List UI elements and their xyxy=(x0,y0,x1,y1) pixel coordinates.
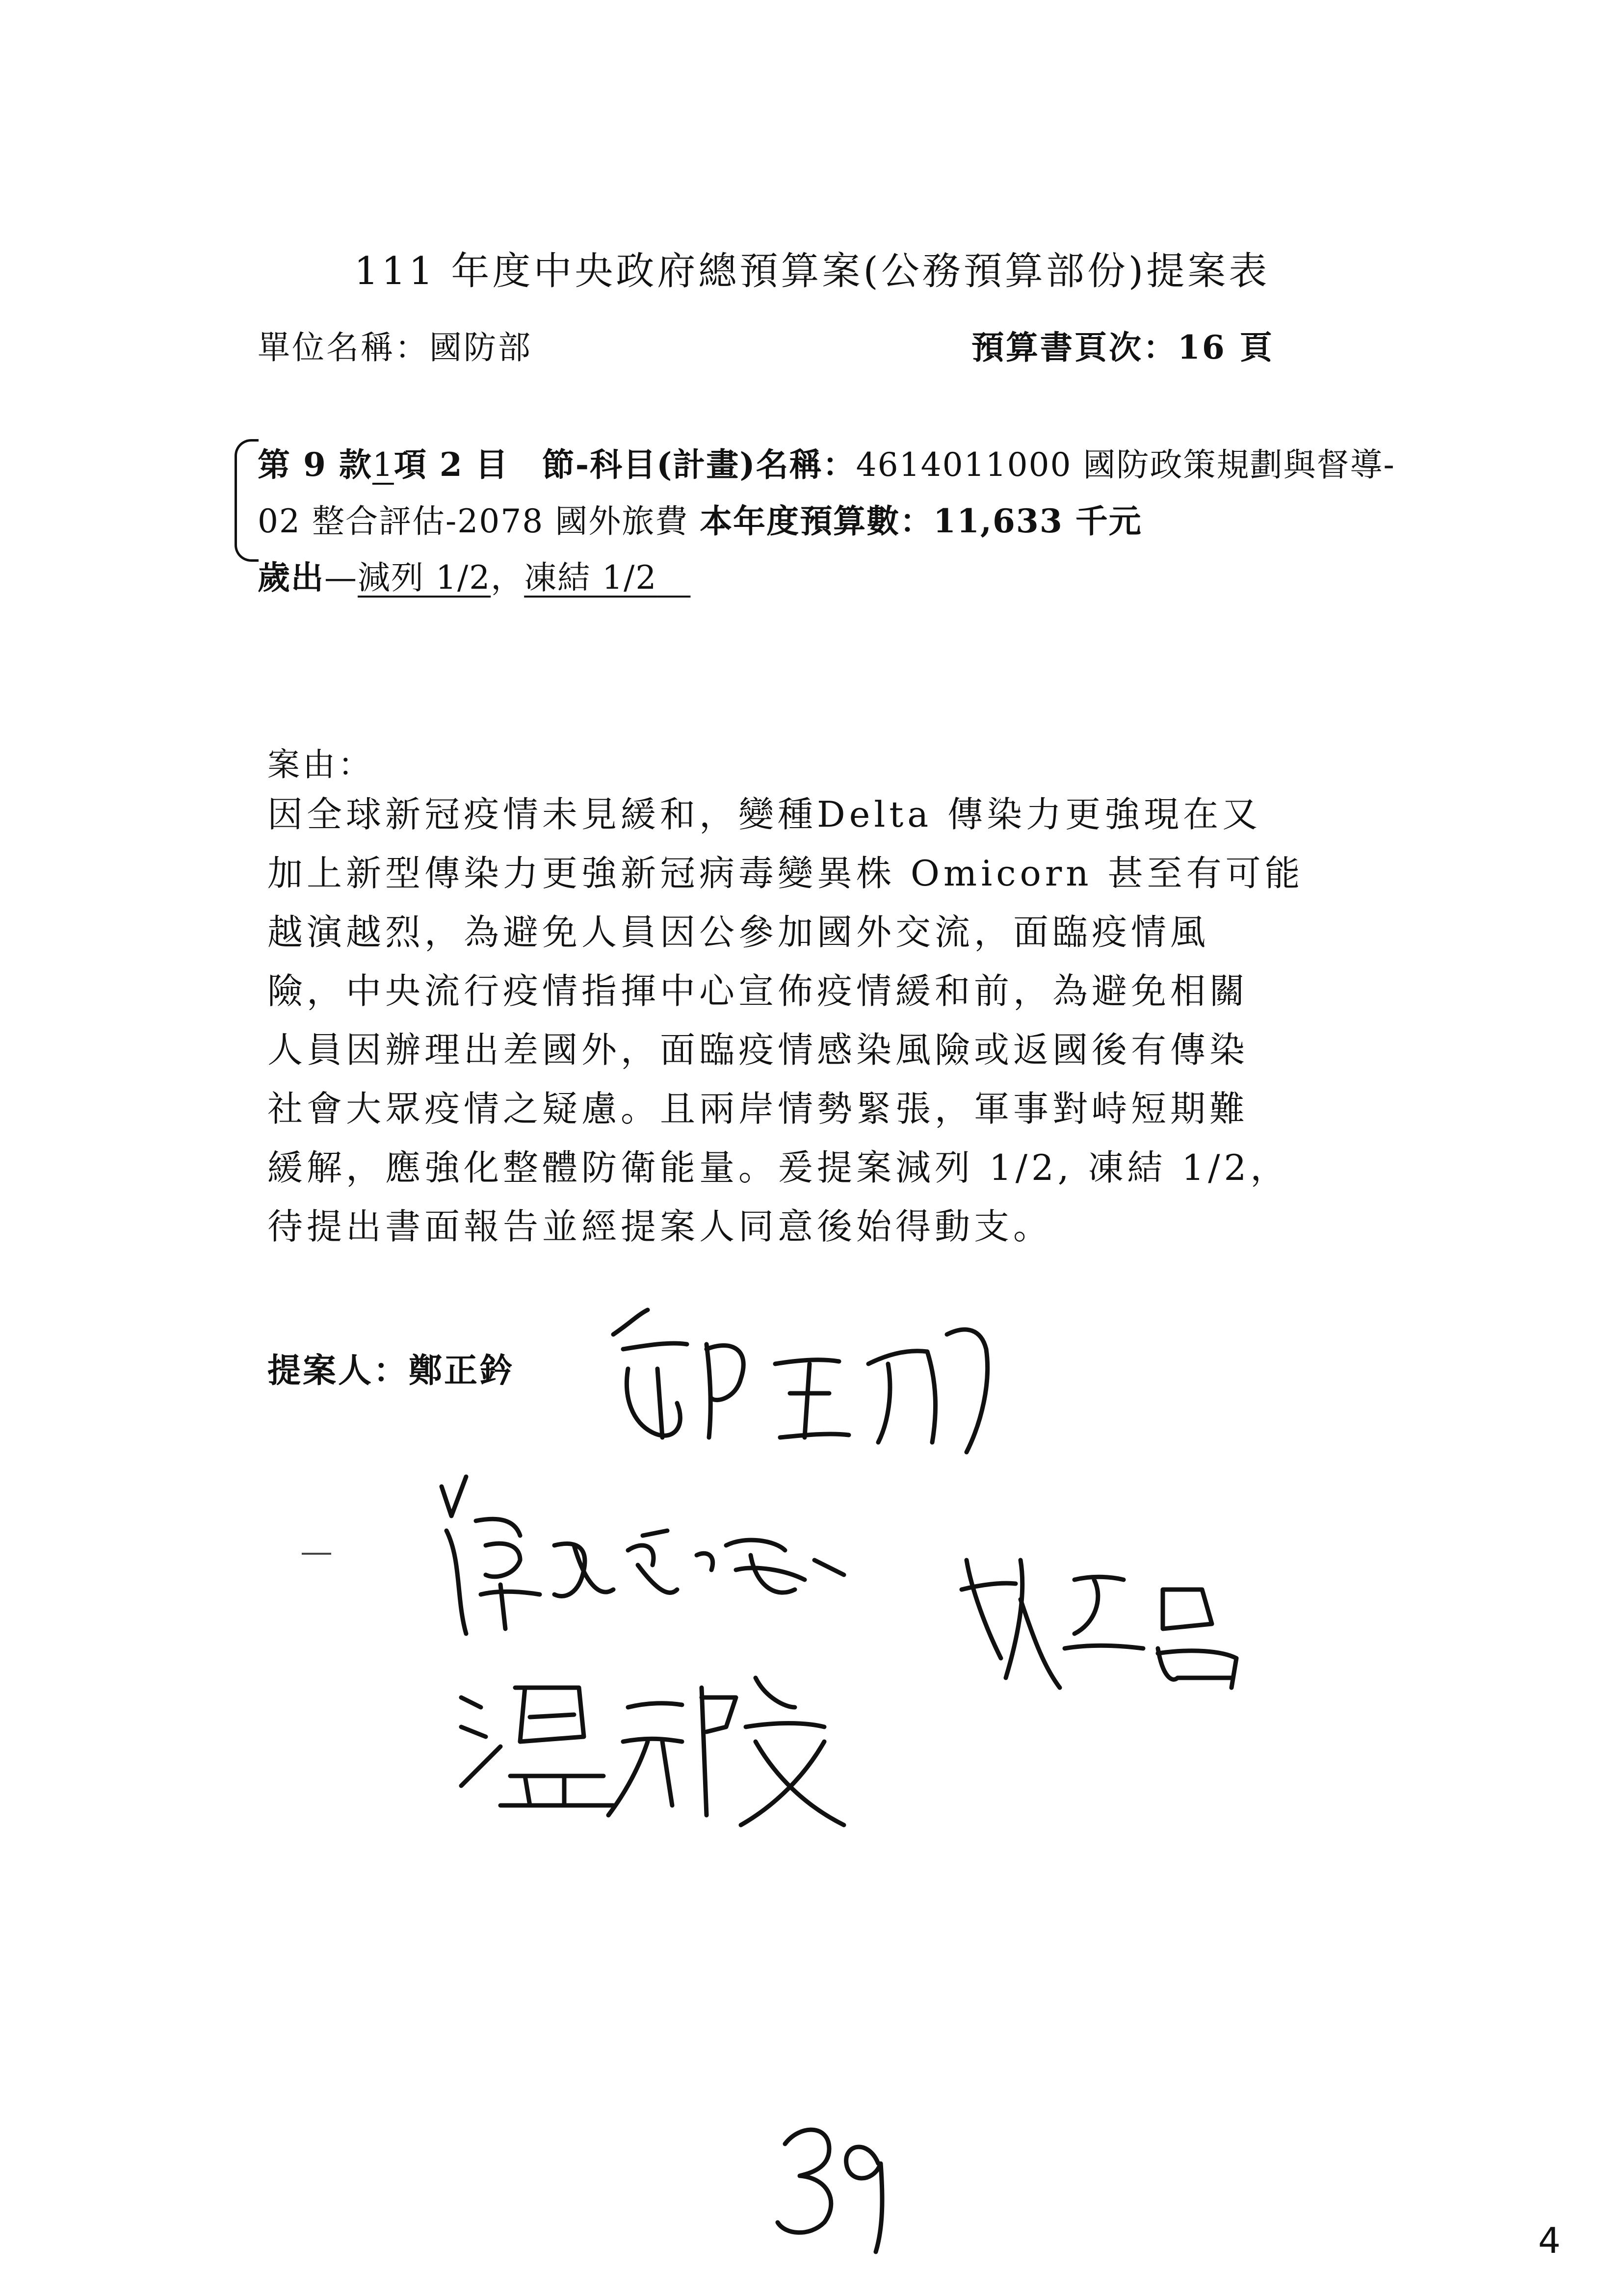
budget-page: 預算書頁次：16 頁 xyxy=(971,328,1274,366)
signature-2 xyxy=(432,1472,854,1648)
stray-mark xyxy=(302,1553,331,1555)
handwritten-number xyxy=(765,2110,913,2257)
signature-4 xyxy=(451,1658,854,1835)
budget-item-line-3: 歲出—減列 1/2，凍結 1/2 xyxy=(258,558,657,597)
unit-name: 單位名稱：國防部 xyxy=(258,329,532,366)
signature-3 xyxy=(947,1531,1251,1697)
budget-item-line-1: 第 9 款1項 2 目 節-科目(計畫)名稱：4614011000 國防政策規劃與督導- xyxy=(258,445,1395,484)
page-number: 4 xyxy=(1538,2220,1561,2261)
budget-item xyxy=(258,437,1395,606)
reason-line: 社會大眾疫情之疑慮。且兩岸情勢緊張，軍事對峙短期難 xyxy=(267,1088,1249,1129)
signature-1 xyxy=(594,1295,996,1457)
budget-item-line-2: 02 整合評估-2078 國外旅費 本年度預算數：11,633 千元 xyxy=(258,502,1142,540)
reason-label: 案由： xyxy=(267,746,373,783)
document-title: 111 年度中央政府總預算案(公務預算部份)提案表 xyxy=(354,249,1270,293)
proposer-label: 提案人：鄭正鈐 xyxy=(267,1351,515,1390)
reason-text xyxy=(267,785,1411,1256)
reason-line: 越演越烈，為避免人員因公參加國外交流，面臨疫情風 xyxy=(267,912,1210,953)
reason-line: 加上新型傳染力更強新冠病毒變異株 Omicorn 甚至有可能 xyxy=(267,853,1304,894)
reason-line: 因全球新冠疫情未見緩和，變種Delta 傳染力更強現在又 xyxy=(267,794,1262,835)
reason-line: 人員因辦理出差國外，面臨疫情感染風險或返國後有傳染 xyxy=(267,1029,1249,1070)
reason-line: 待提出書面報告並經提案人同意後始得動支。 xyxy=(267,1206,1053,1247)
reason-line: 險，中央流行疫情指揮中心宣佈疫情緩和前，為避免相關 xyxy=(267,970,1249,1012)
budget-item-bracket xyxy=(235,439,259,562)
freeze-amount: 凍結 1/2 xyxy=(524,559,657,597)
reason-line: 緩解，應強化整體防衛能量。爰提案減列 1/2, 凍結 1/2， xyxy=(267,1147,1290,1188)
cut-amount: 減列 1/2 xyxy=(358,559,491,597)
